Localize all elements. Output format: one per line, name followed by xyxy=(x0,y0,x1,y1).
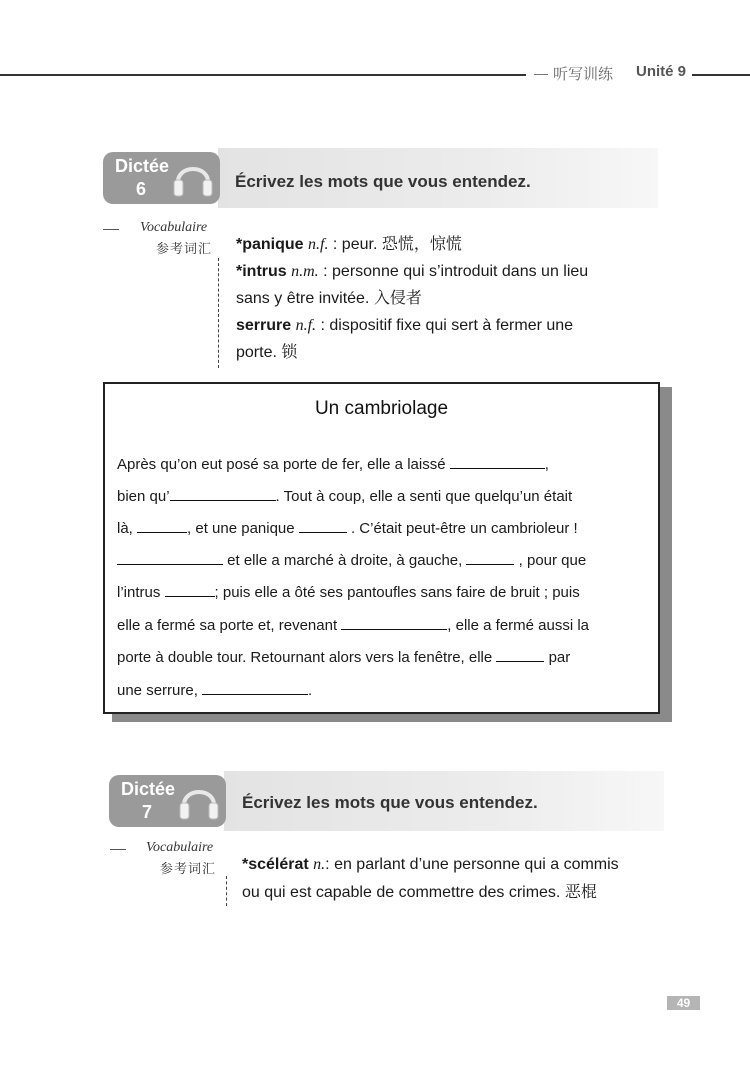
dictee6-badge-number: 6 xyxy=(136,179,147,199)
dictation-line: bien qu’ . Tout à coup, elle a senti que quelqu’un était xyxy=(117,488,573,505)
blank[interactable] xyxy=(466,552,514,565)
dictee6-vocab-cn: 参考词汇 xyxy=(156,242,213,257)
header-cn-title: 听写训练 xyxy=(553,65,614,83)
blank[interactable] xyxy=(170,488,276,501)
dictation-line: porte à double tour. Retournant alors vers la fenêtre, elle par xyxy=(117,649,571,666)
dictation-box xyxy=(103,382,660,714)
dictee7-vocab-cn: 参考词汇 xyxy=(160,862,217,877)
vocab-entry: *panique n.f. : peur. 恐慌，惊慌 xyxy=(236,236,462,253)
blank[interactable] xyxy=(202,682,308,695)
dictation-line: et elle a marché à droite, à gauche, , pour que xyxy=(117,552,586,569)
dictee6-badge xyxy=(103,152,220,204)
vocab-entry: serrure n.f. : dispositif fixe qui sert à fermer une xyxy=(236,317,574,334)
blank[interactable] xyxy=(299,520,347,533)
vocab-dash xyxy=(110,849,126,850)
vocab-entry: *scélérat n.: en parlant d’une personne qui a commis xyxy=(242,856,619,873)
blank[interactable] xyxy=(137,520,187,533)
blank[interactable] xyxy=(165,584,215,597)
header-dash xyxy=(534,74,548,75)
dictee7-instruction: Écrivez les mots que vous entendez. xyxy=(242,793,538,812)
headphones-icon xyxy=(176,777,222,825)
blank[interactable] xyxy=(341,617,447,630)
vocab-bar xyxy=(226,876,228,906)
vocab-entry-cont: ou qui est capable de commettre des crimes. 恶棍 xyxy=(242,884,597,901)
vocab-entry-cont: porte. 锁 xyxy=(236,344,298,361)
blank[interactable] xyxy=(117,552,223,565)
dictation-line: elle a fermé sa porte et, revenant , elle a fermé aussi la xyxy=(117,617,590,634)
vocab-entry: *intrus n.m. : personne qui s’introduit dans un lieu xyxy=(236,263,589,280)
dictee6-instruction: Écrivez les mots que vous entendez. xyxy=(235,172,531,191)
header-rule-right xyxy=(692,74,750,76)
dictation-line: là, , et une panique . C’était peut-être un cambrioleur ! xyxy=(117,520,578,537)
dictee7-badge-number: 7 xyxy=(142,802,153,822)
blank[interactable] xyxy=(450,456,545,469)
dictation-line: Après qu’on eut posé sa porte de fer, elle a laissé , xyxy=(117,456,549,473)
vocab-dash xyxy=(103,229,119,230)
vocab-entry-cont: sans y être invitée. 入侵者 xyxy=(236,290,422,307)
blank[interactable] xyxy=(496,649,544,662)
dictee7-badge xyxy=(109,775,226,827)
page-number: 49 xyxy=(667,996,700,1010)
dictee7-vocab-title: Vocabulaire xyxy=(146,840,214,855)
dictation-line: une serrure, . xyxy=(117,682,313,699)
headphones-icon xyxy=(170,154,216,202)
dictee6-badge-label: Dictée xyxy=(115,156,170,176)
dictee7-badge-label: Dictée xyxy=(121,779,176,799)
dictation-title: Un cambriolage xyxy=(314,398,449,419)
vocab-bar xyxy=(218,258,220,368)
dictation-line: l’intrus ; puis elle a ôté ses pantoufles sans faire de bruit ; puis xyxy=(117,584,580,601)
header-unit: Unité 9 xyxy=(636,63,687,80)
header-rule xyxy=(0,74,526,76)
dictee6-vocab-title: Vocabulaire xyxy=(140,220,208,235)
